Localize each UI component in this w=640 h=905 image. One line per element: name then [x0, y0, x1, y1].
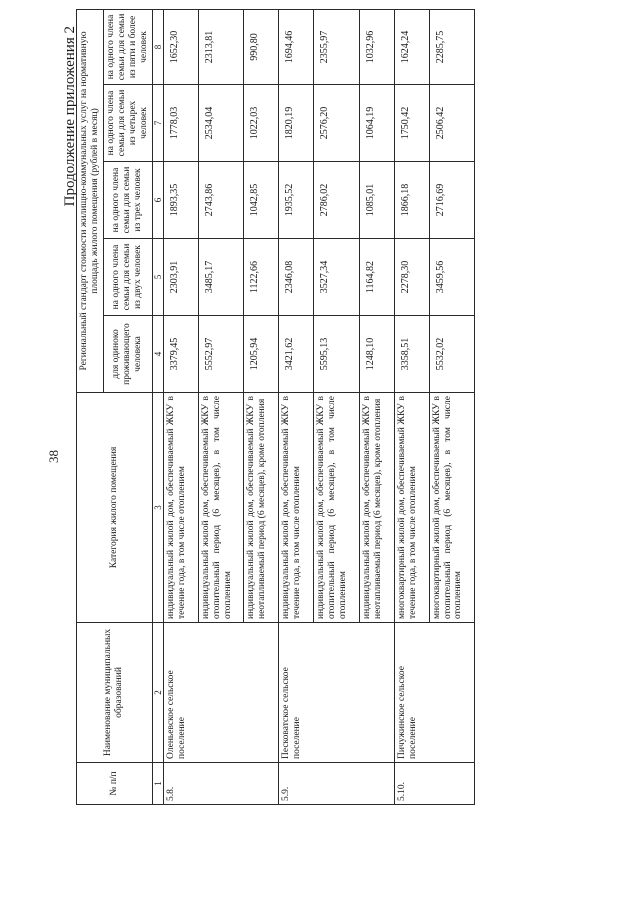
table-row — [244, 9, 279, 804]
column-index: 6 — [152, 162, 163, 239]
column-index: 1 — [152, 763, 163, 805]
header-category: Категория жилого помещения — [77, 393, 153, 623]
value-cell: 3485,17 — [198, 239, 244, 316]
value-cell: 990,80 — [244, 9, 279, 84]
value-cell: 2716,69 — [429, 162, 475, 239]
tariff-table-wrapper — [76, 10, 475, 805]
column-index: 4 — [152, 316, 163, 393]
value-cell: 3527,34 — [314, 239, 360, 316]
value-cell: 1022,03 — [244, 85, 279, 162]
tariff-table — [76, 9, 475, 805]
table-row — [279, 9, 314, 804]
housing-category: индивидуальный жилой дом, обеспечиваемый ЖКУ в отопительный период (6 месяцев), в том числе отоплением — [198, 393, 244, 623]
value-cell: 1866,18 — [394, 162, 429, 239]
municipality-name: Песковатское сельское поселение — [279, 623, 394, 763]
value-cell: 2346,08 — [279, 239, 314, 316]
value-cell: 1164,82 — [359, 239, 394, 316]
header-no: № п/п — [77, 763, 153, 805]
header-col4: для одиноко проживающего человека — [103, 316, 152, 393]
value-cell: 2313,81 — [198, 9, 244, 84]
housing-category: индивидуальный жилой дом, обеспечиваемый ЖКУ в неотапливаемый период (6 месяцев), кроме отопления — [359, 393, 394, 623]
value-cell: 3379,45 — [163, 316, 198, 393]
table-row — [394, 9, 429, 804]
table-row — [429, 9, 475, 804]
value-cell: 1205,94 — [244, 316, 279, 393]
value-cell: 5532,02 — [429, 316, 475, 393]
value-cell: 2278,30 — [394, 239, 429, 316]
value-cell: 2303,91 — [163, 239, 198, 316]
housing-category: многоквартирный жилой дом, обеспечиваемый ЖКУ в отопительный период (6 месяцев), в том числе отоплением — [429, 393, 475, 623]
row-number: 5.9. — [279, 763, 394, 805]
value-cell: 2743,86 — [198, 162, 244, 239]
table-row — [359, 9, 394, 804]
value-cell: 1085,01 — [359, 162, 394, 239]
housing-category: индивидуальный жилой дом, обеспечиваемый ЖКУ в неотапливаемый период (6 месяцев), кроме отопления — [244, 393, 279, 623]
document-page — [12, 0, 632, 905]
table-row — [198, 9, 244, 804]
value-cell: 1064,19 — [359, 85, 394, 162]
header-col7: на одного члена семьи для семьи из четырех человек — [103, 85, 152, 162]
column-index: 3 — [152, 393, 163, 623]
value-cell: 3358,51 — [394, 316, 429, 393]
municipality-name: Пичужинское сельское поселение — [394, 623, 475, 763]
value-cell: 1122,66 — [244, 239, 279, 316]
housing-category: индивидуальный жилой дом, обеспечиваемый ЖКУ в течение года, в том числе отоплением — [163, 393, 198, 623]
value-cell: 1042,85 — [244, 162, 279, 239]
value-cell: 5595,13 — [314, 316, 360, 393]
appendix-title: Продолжение приложения 2 — [62, 26, 78, 207]
column-index: 2 — [152, 623, 163, 763]
value-cell: 5552,97 — [198, 316, 244, 393]
header-col5: на одного члена семьи для семьи из двух человек — [103, 239, 152, 316]
column-index: 7 — [152, 85, 163, 162]
value-cell: 1624,24 — [394, 9, 429, 84]
value-cell: 1750,42 — [394, 85, 429, 162]
column-index: 5 — [152, 239, 163, 316]
row-number: 5.10. — [394, 763, 475, 805]
header-col8: на одного члена семьи для семьи из пяти и более человек — [103, 9, 152, 84]
header-standard-group: Региональный стандарт стоимости жилищно-коммунальных услуг на нормативную площадь жилого помещения (рублей в месяц) — [77, 9, 104, 392]
value-cell: 1694,46 — [279, 9, 314, 84]
table-row — [163, 9, 198, 804]
value-cell: 1032,96 — [359, 9, 394, 84]
row-number: 5.8. — [163, 763, 278, 805]
value-cell: 2355,97 — [314, 9, 360, 84]
value-cell: 2285,75 — [429, 9, 475, 84]
rotated-page-content — [12, 0, 640, 905]
value-cell: 3421,62 — [279, 316, 314, 393]
value-cell: 1893,35 — [163, 162, 198, 239]
value-cell: 2534,04 — [198, 85, 244, 162]
column-index: 8 — [152, 9, 163, 84]
header-col6: на одного члена семьи для семьи из трех человек — [103, 162, 152, 239]
table-row — [314, 9, 360, 804]
municipality-name: Оленьевское сельское поселение — [163, 623, 278, 763]
table-body — [163, 9, 475, 804]
value-cell: 1935,52 — [279, 162, 314, 239]
value-cell: 2506,42 — [429, 85, 475, 162]
page-number: 38 — [46, 450, 61, 463]
value-cell: 1820,19 — [279, 85, 314, 162]
value-cell: 3459,56 — [429, 239, 475, 316]
value-cell: 1778,03 — [163, 85, 198, 162]
housing-category: многоквартирный жилой дом, обеспечиваемый ЖКУ в течение года, в том числе отоплением — [394, 393, 429, 623]
housing-category: индивидуальный жилой дом, обеспечиваемый ЖКУ в течение года, в том числе отоплением — [279, 393, 314, 623]
value-cell: 2786,02 — [314, 162, 360, 239]
column-index-row — [152, 9, 163, 804]
housing-category: индивидуальный жилой дом, обеспечиваемый ЖКУ в отопительный период (6 месяцев), в том числе отоплением — [314, 393, 360, 623]
value-cell: 1248,10 — [359, 316, 394, 393]
value-cell: 2576,20 — [314, 85, 360, 162]
value-cell: 1652,30 — [163, 9, 198, 84]
header-municipality: Наименование муниципальных образований — [77, 623, 153, 763]
